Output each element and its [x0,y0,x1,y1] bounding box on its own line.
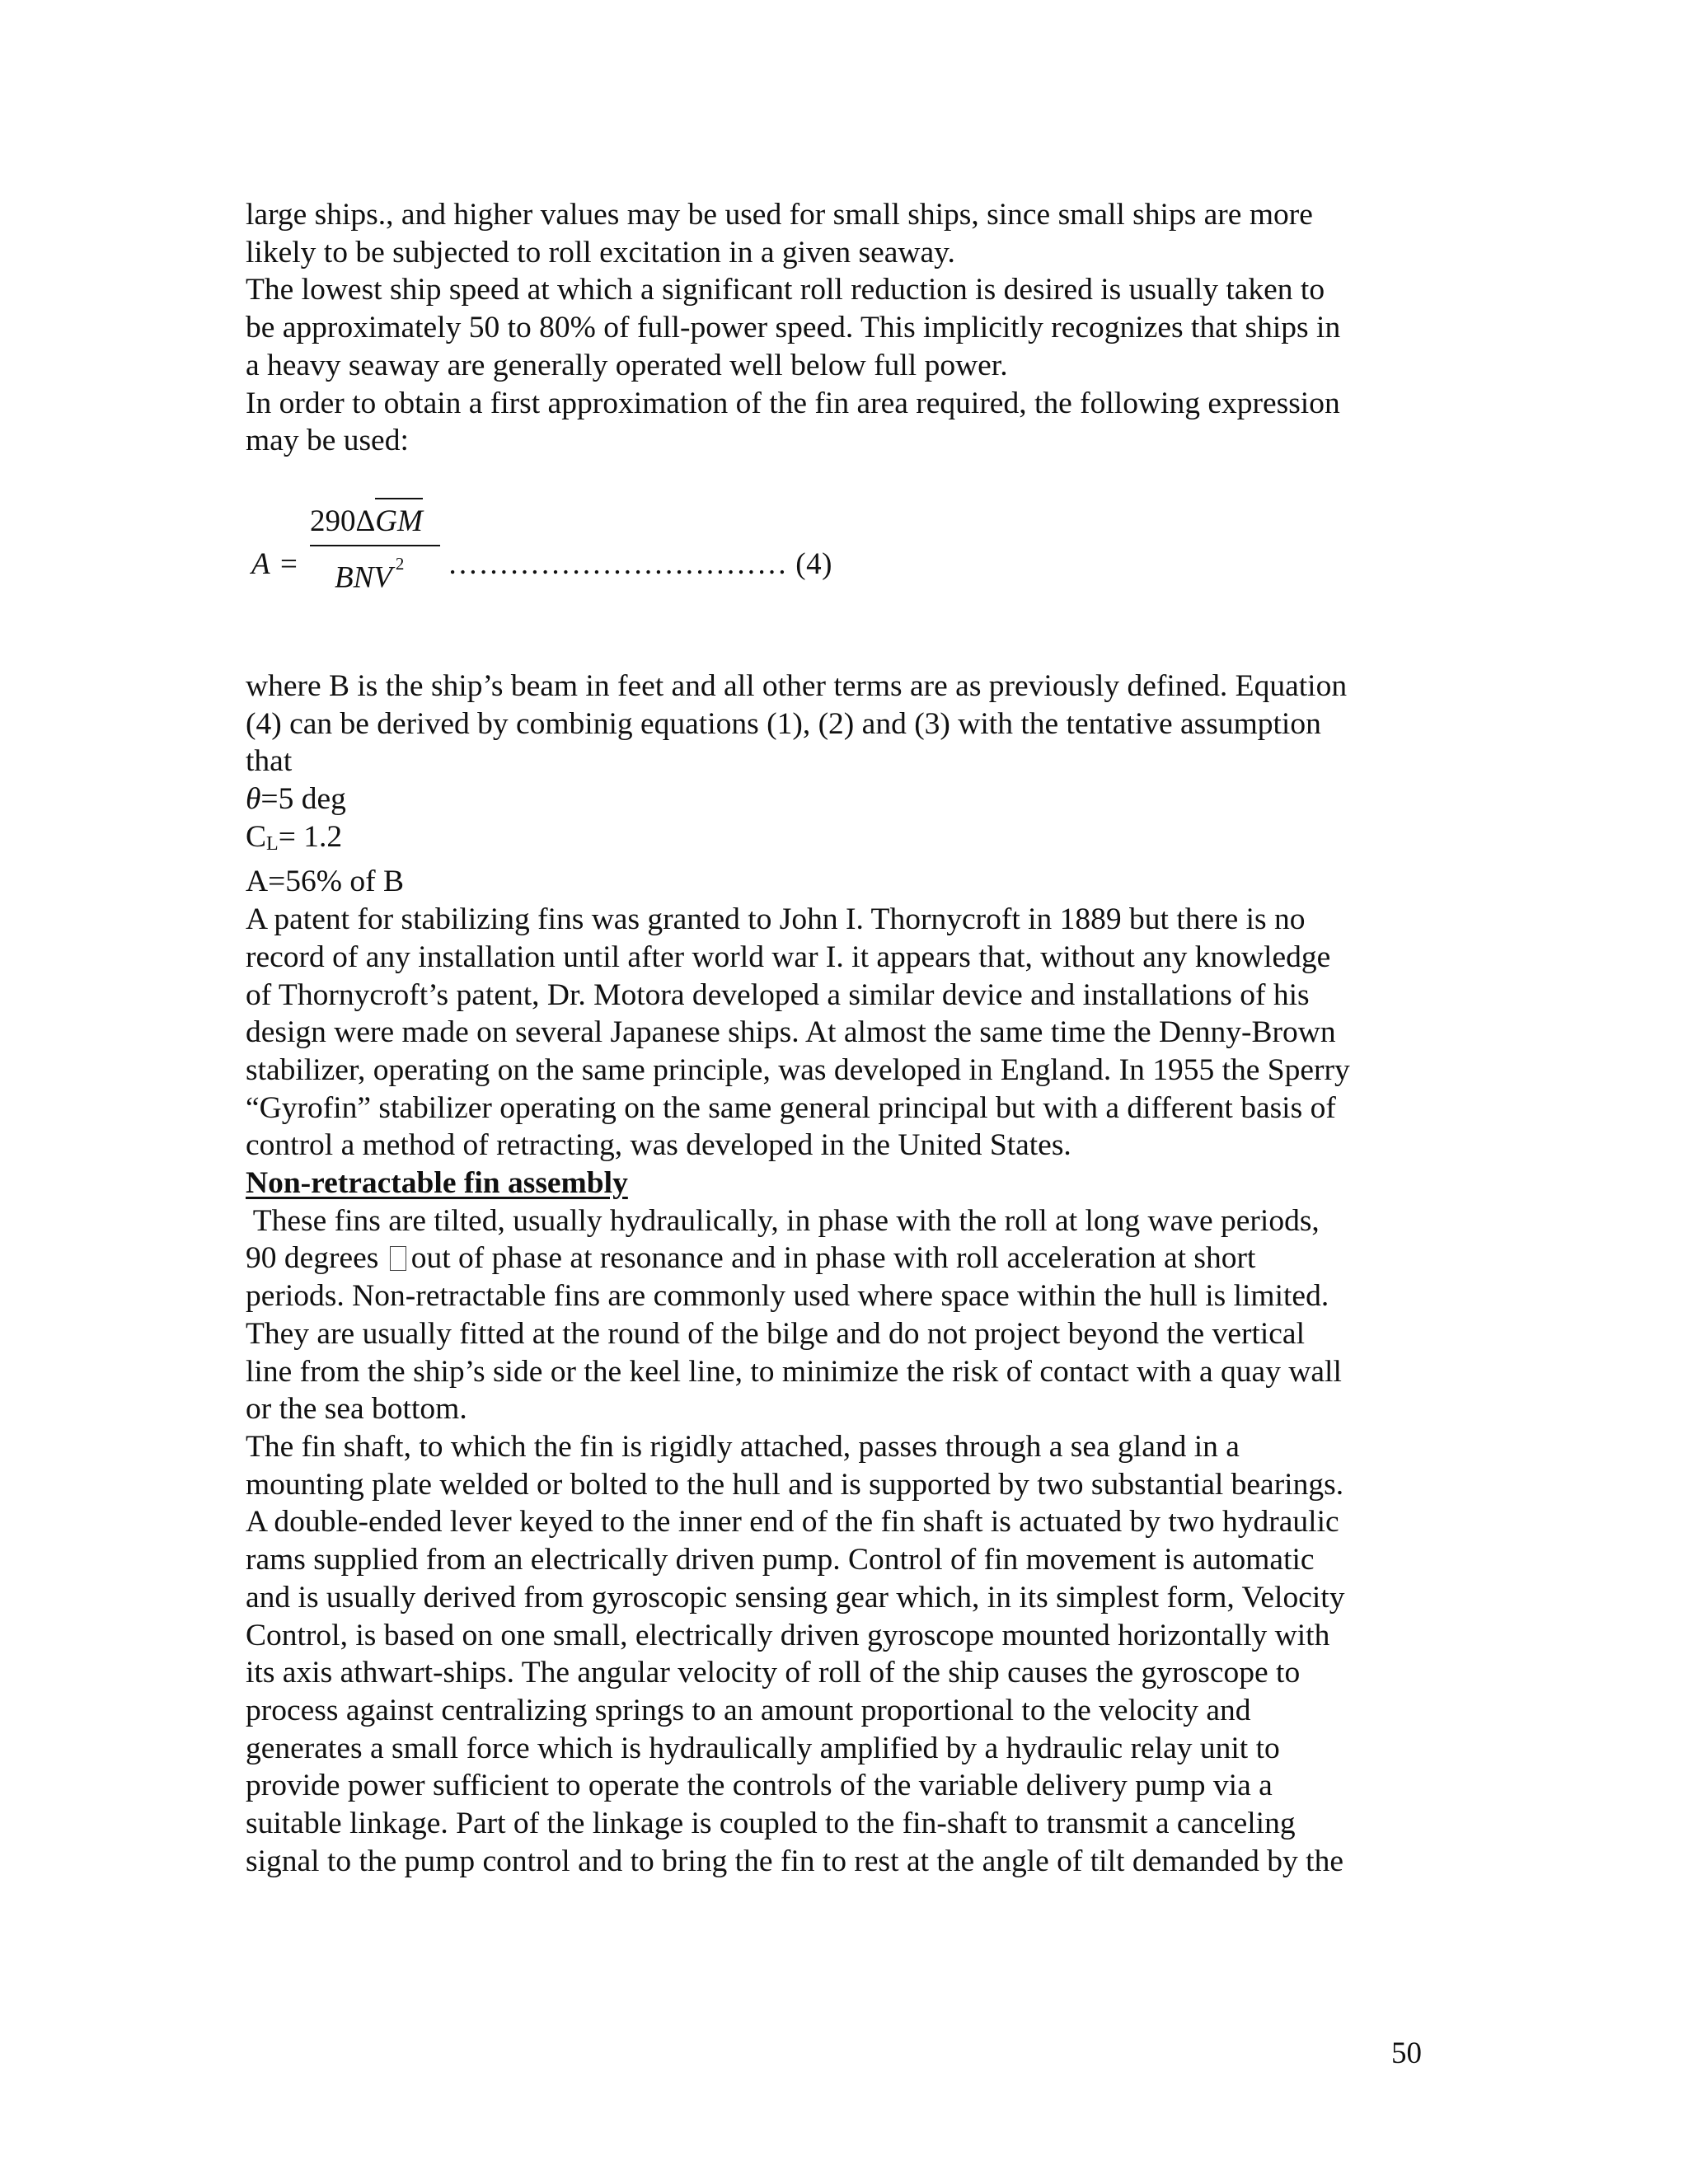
text-line: of Thornycroft’s patent, Dr. Motora developed a similar device and installations of his [246,977,1310,1012]
equation-leader-and-number [448,546,832,583]
section-heading: Non-retractable fin assembly [246,1166,628,1201]
numerator-gm: GM [375,503,423,541]
text-line: likely to be subjected to roll excitation in a given seaway. [246,235,955,269]
paragraph-fins-tilted [246,1202,1449,1428]
text-line: line from the ship’s side or the keel line, to minimize the risk of contact with a quay wall [246,1354,1342,1389]
text-line: or the sea bottom. [246,1392,467,1427]
text-line: The fin shaft, to which the fin is rigidly attached, passes through a sea gland in a [246,1429,1240,1464]
text-line: periods. Non-retractable fins are commonly used where space within the hull is limited. [246,1279,1329,1314]
equation-number: (4) [795,546,832,581]
text-line: process against centralizing springs to an amount proportional to the velocity and [246,1693,1251,1727]
text-line: may be used: [246,424,409,458]
text-line: mounting plate welded or bolted to the hull and is supported by two substantial bearings. [246,1467,1344,1502]
theta-value: =5 deg [260,782,346,817]
text-line [246,1240,1449,1277]
text-line: record of any installation until after world war I. it appears that, without any knowledge [246,940,1331,974]
text-line: control a method of retracting, was developed in the United States. [246,1128,1071,1163]
numerator-prefix: 290Δ [310,504,376,538]
equation-lhs: A [251,546,270,581]
text-line: where B is the ship’s beam in feet and all other terms are as previously defined. Equation [246,668,1348,703]
denominator-base: BNV [335,560,392,595]
equation-numerator [310,503,423,541]
cl-subscript: L [266,832,279,855]
text-line: be approximately 50 to 80% of full-power speed. This implicitly recognizes that ships in [246,311,1341,345]
text-line: design were made on several Japanese ships. At almost the same time the Denny-Brown [246,1015,1336,1050]
missing-glyph-icon [390,1246,406,1271]
equation-fraction [310,503,442,610]
text-line: and is usually derived from gyroscopic sensing gear which, in its simplest form, Velocity [246,1580,1345,1615]
theta-symbol: θ [246,782,261,817]
fraction-bar [310,545,440,546]
page-body [246,196,1449,1880]
cl-value: = 1.2 [278,819,343,854]
text-line: suitable linkage. Part of the linkage is coupled to the fin-shaft to transmit a canceling [246,1807,1296,1841]
text-line: In order to obtain a first approximation of the fin area required, the following expression [246,386,1340,420]
paragraph-history [246,901,1449,1165]
text-line: provide power sufficient to operate the controls of the variable delivery pump via a [246,1769,1273,1803]
text-line: large ships., and higher values may be used for small ships, since small ships are more [246,198,1313,232]
cl-symbol: C [246,819,267,854]
text-line: “Gyrofin” stabilizer operating on the same general principal but with a different basis of [246,1090,1336,1125]
assumption-cl [246,818,1449,864]
text-line: The lowest ship speed at which a significant roll reduction is desired is usually taken to [246,273,1325,307]
page-number: 50 [1391,2036,1422,2070]
assumption-area: A=56% of B [246,865,404,899]
text-line: stabilizer, operating on the same principle, was developed in England. In 1955 the Sperry [246,1052,1350,1087]
equation-4 [246,493,1449,643]
text-line: rams supplied from an electrically driven pump. Control of fin movement is automatic [246,1543,1315,1577]
equation-denominator [335,552,404,597]
text-line: They are usually fitted at the round of the bilge and do not project beyond the vertical [246,1316,1305,1351]
paragraph-fin-shaft [246,1428,1449,1880]
text-line: A double-ended lever keyed to the inner end of the fin shaft is actuated by two hydraulic [246,1505,1339,1540]
text-line: its axis athwart-ships. The angular velocity of roll of the ship causes the gyroscope to [246,1656,1301,1690]
assumption-theta [246,780,1449,818]
text-line: A patent for stabilizing fins was granted to John I. Thornycroft in 1889 but there is no [246,902,1306,937]
denominator-exponent: 2 [395,553,405,574]
paragraph-derivation [246,668,1449,901]
text-line: a heavy seaway are generally operated well below full power. [246,348,1008,382]
text-line: Control, is based on one small, electrically driven gyroscope mounted horizontally with [246,1618,1330,1652]
text-before-glyph: 90 degrees [246,1241,387,1276]
text-line: (4) can be derived by combinig equations (1), (2) and (3) with the tentative assumption [246,706,1321,741]
text-after-glyph: out of phase at resonance and in phase with roll acceleration at short [410,1241,1256,1276]
equation-leader: …………………………… [448,546,788,581]
text-line: generates a small force which is hydraulically amplified by a hydraulic relay unit to [246,1731,1280,1765]
paragraph-intro [246,196,1449,460]
text-line: These fins are tilted, usually hydraulically, in phase with the roll at long wave periods, [246,1203,1320,1238]
text-line: that [246,744,293,779]
text-line: signal to the pump control and to bring the fin to rest at the angle of tilt demanded by the [246,1844,1343,1878]
equation-equals: = [280,546,298,581]
